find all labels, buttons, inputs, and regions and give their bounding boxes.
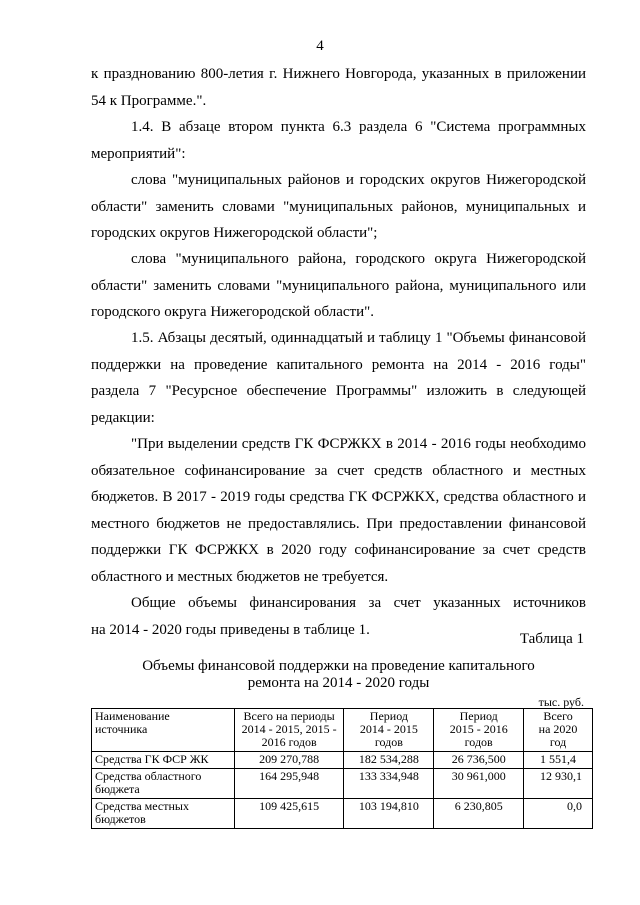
text-line: местного бюджетов не предоставлялись. При предоставлении финансовой [91,515,586,532]
cell-source: Средства областного бюджета [92,769,235,799]
cell-total-2020: 1 551,4 [524,752,593,769]
cell-total-periods: 109 425,615 [234,799,344,829]
table-title-line: ремонта на 2014 - 2020 годы [247,675,430,691]
cell-period-2015-2016: 6 230,805 [434,799,524,829]
cell-period-2015-2016: 30 961,000 [434,769,524,799]
text-line: Общие объемы финансирования за счет указанных источников [131,595,586,611]
header-period-2015-2016: Период 2015 - 2016 годов [434,709,524,752]
text-line: городского округа Нижегородской области". [91,304,374,320]
text-line: 1.5. Абзацы десятый, одиннадцатый и таблицу 1 "Объемы финансовой [131,330,586,346]
cell-period-2014-2015: 133 334,948 [344,769,434,799]
table-title-line: Объемы финансовой поддержки на проведение капитального [142,658,535,674]
paragraph-1-5 [91,325,586,431]
text-line: слова "муниципальных районов и городских округов Нижегородской [131,172,586,188]
cell-total-periods: 209 270,788 [234,752,344,769]
text-line: области" заменить словами "муниципальных районов, муниципальных и [91,198,586,215]
text-line: "При выделении средств ГК ФСРЖКХ в 2014 - 2016 годы необходимо [131,436,586,452]
cell-period-2014-2015: 103 194,810 [344,799,434,829]
cell-total-2020: 12 930,1 [524,769,593,799]
table-row [92,752,593,769]
paragraph-words-2 [91,246,586,326]
table-row [92,799,593,829]
table-row [92,769,593,799]
header-total-periods: Всего на периоды 2014 - 2015, 2015 - 2016 годов [234,709,344,752]
text-line: областного и местных бюджетов не требуется. [91,568,389,585]
paragraph-1-4 [91,114,586,167]
paragraph-words-1 [91,167,586,247]
paragraph-totals [91,590,586,643]
cell-total-2020: 0,0 [524,799,593,829]
financing-table [91,708,593,829]
text-line: редакции: [91,409,155,426]
text-line: обязательное софинансирование за счет средств областного и местных [91,462,586,479]
cell-period-2014-2015: 182 534,288 [344,752,434,769]
paragraph-quote [91,431,586,590]
cell-source: Средства местных бюджетов [92,799,235,829]
text-line: раздела 7 "Ресурсное обеспечение Программы" изложить в следующей [91,383,586,399]
text-line: городских округов Нижегородской области"; [91,225,378,241]
table-caption: Таблица 1 [519,631,584,647]
table-header-row [92,709,593,752]
cell-period-2015-2016: 26 736,500 [434,752,524,769]
text-line: поддержки на проведение капитального ремонта на 2014 - 2016 годы" [91,356,586,373]
table-units: тыс. руб. [538,695,584,709]
text-line: мероприятий": [91,145,186,162]
cell-total-periods: 164 295,948 [234,769,344,799]
text-line: к празднованию 800-летия г. Нижнего Новгорода, указанных в приложении [91,66,586,82]
page-number: 4 [316,38,324,54]
text-line: 54 к Программе.". [91,92,207,109]
text-line: на 2014 - 2020 годы приведены в таблице 1. [91,621,370,638]
paragraph-continuation [91,61,586,114]
text-line: бюджетов. В 2017 - 2019 годы средства ГК ФСРЖКХ, средства областного и [91,489,586,505]
text-line: области" заменить словами "муниципального района, муниципального или [91,277,586,294]
cell-source: Средства ГК ФСР ЖК [92,752,235,769]
text-line: 1.4. В абзаце втором пункта 6.3 раздела 6 "Система программных [131,119,586,135]
table-title [91,658,586,692]
text-line: поддержки ГК ФСРЖКХ в 2020 году софинансирование за счет средств [91,542,586,558]
header-source: Наименование источника [92,709,235,752]
text-line: слова "муниципального района, городского округа Нижегородской [131,251,586,267]
header-period-2014-2015: Период 2014 - 2015 годов [344,709,434,752]
header-total-2020: Всего на 2020 год [524,709,593,752]
